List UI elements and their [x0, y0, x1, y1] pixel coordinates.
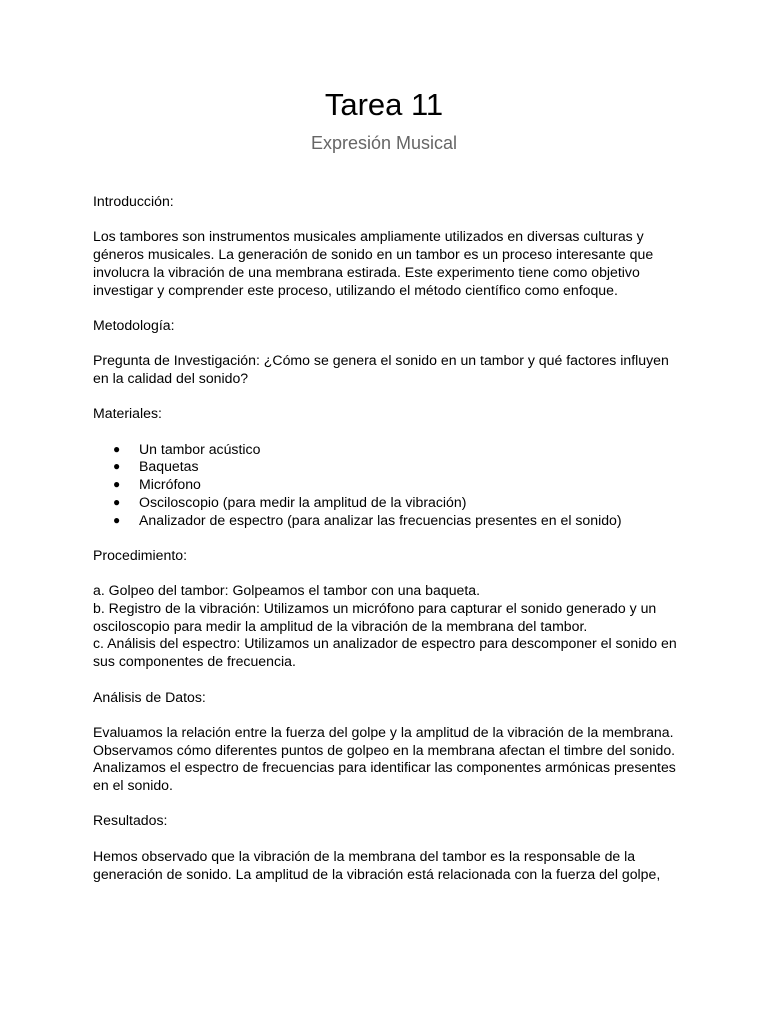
list-item: ● Baquetas: [113, 458, 199, 475]
bullet-icon: ●: [113, 477, 121, 492]
list-item: ● Un tambor acústico: [113, 440, 261, 457]
document-body: [93, 193, 683, 883]
bullet-icon: ●: [113, 459, 121, 474]
analysis-heading: Análisis de Datos:: [93, 688, 206, 705]
list-item: ● Analizador de espectro (para analizar las frecuencias presentes en el sonido): [113, 511, 622, 528]
intro-heading: Introducción:: [93, 193, 174, 209]
procedure-step: b. Registro de la vibración: Utilizamos un micrófono para capturar el sonido generado y un osciloscopio para medir la amplitud de la vibración de la membrana del tambor.: [93, 600, 657, 634]
results-paragraph: Hemos observado que la vibración de la membrana del tambor es la responsable de la generación de sonido. La amplitud de la vibración está relacionada con la fuerza del golpe,: [93, 847, 661, 882]
materials-heading: Materiales:: [93, 405, 162, 422]
list-item: ● Osciloscopio (para medir la amplitud de la vibración): [113, 493, 467, 510]
procedure-step: a. Golpeo del tambor: Golpeamos el tambor con una baqueta.: [93, 582, 481, 599]
method-heading: Metodología:: [93, 316, 175, 333]
document-title: Tarea 11: [324, 87, 444, 122]
bullet-icon: ●: [113, 441, 121, 456]
analysis-item: Evaluamos la relación entre la fuerza del golpe y la amplitud de la vibración de la membrana.: [93, 723, 674, 740]
procedure-heading: Procedimiento:: [93, 546, 188, 563]
intro-paragraph: Los tambores son instrumentos musicales ampliamente utilizados en diversas culturas y géneros musicales. La generación de sonido en un tambor es un proceso interesante que involucra la vibración de una membrana estirada. Este experimento tiene como objetivo investigar y comprender este proceso, utilizando el método científico como enfoque.: [93, 228, 654, 298]
bullet-icon: ●: [113, 494, 121, 509]
procedure-step: c. Análisis del espectro: Utilizamos un analizador de espectro para descomponer el sonido en sus componentes de frecuencia.: [93, 635, 677, 670]
materials-list: [93, 441, 683, 530]
analysis-item: Analizamos el espectro de frecuencias para identificar las componentes armónicas presentes en el sonido.: [93, 759, 676, 794]
research-question: Pregunta de Investigación: ¿Cómo se genera el sonido en un tambor y qué factores influyen en la calidad del sonido?: [93, 352, 669, 386]
bullet-icon: ●: [113, 512, 121, 527]
results-heading: Resultados:: [93, 812, 168, 829]
document-subtitle: Expresión Musical: [310, 133, 458, 153]
analysis-item: Observamos cómo diferentes puntos de golpeo en la membrana afectan el timbre del sonido.: [93, 741, 676, 758]
list-item: ● Micrófono: [113, 476, 201, 493]
